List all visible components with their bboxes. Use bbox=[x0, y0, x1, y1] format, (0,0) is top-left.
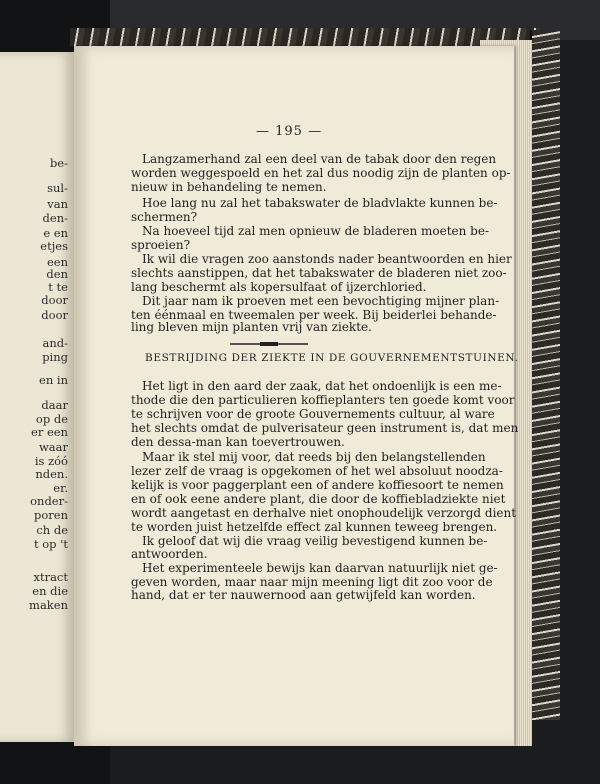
left-page-fragment: ch de bbox=[36, 523, 68, 537]
left-page-fragment: e en bbox=[43, 226, 68, 240]
text-line: lang beschermt als kopersulfaat of ijzerchloried. bbox=[131, 280, 427, 294]
text-line: te schrijven voor de groote Gouvernements cultuur, al ware bbox=[131, 407, 495, 421]
left-page bbox=[0, 52, 74, 742]
left-page-fragment: en die bbox=[32, 584, 68, 598]
text-line: thode die den particulieren koffieplanters ten goede komt voor bbox=[131, 393, 515, 407]
text-line: en of ook eene andere plant, die door de koffiebladziekte niet bbox=[131, 492, 506, 506]
page-number: — 195 — bbox=[256, 124, 323, 139]
text-line: Ik geloof dat wij die vraag veilig bevestigend kunnen be- bbox=[142, 534, 488, 548]
left-page-fragment: door bbox=[41, 308, 68, 322]
left-page-fragment: is zóó bbox=[34, 454, 68, 468]
left-page-fragment: etjes bbox=[40, 239, 68, 253]
left-page-fragment: sul- bbox=[47, 181, 68, 195]
left-page-fragment: waar bbox=[38, 440, 68, 454]
text-line: lezer zelf de vraag is opgekomen of het wel absoluut noodza- bbox=[131, 464, 503, 478]
text-line: te worden juist hetzelfde effect zal kunnen teweeg brengen. bbox=[131, 520, 498, 534]
left-page-fragment: nden. bbox=[35, 467, 68, 481]
left-page-fragment: een bbox=[46, 255, 68, 269]
text-line: antwoorden. bbox=[131, 547, 208, 561]
text-line: hand, dat er ter nauwernood aan getwijfeld kan worden. bbox=[131, 588, 476, 602]
text-line: Maar ik stel mij voor, dat reeds bij den belangstellenden bbox=[142, 450, 486, 464]
text-line: slechts aanstippen, dat het tabakswater de bladeren niet zoo- bbox=[131, 266, 507, 280]
left-page-fragment: xtract bbox=[33, 570, 68, 584]
marbled-cover-top bbox=[70, 28, 540, 46]
text-line: den dessa-man kan toevertrouwen. bbox=[131, 435, 345, 449]
text-line: schermen? bbox=[131, 210, 198, 224]
left-page-fragment: t op 't bbox=[33, 537, 68, 551]
text-line: Dit jaar nam ik proeven met een bevochtiging mijner plan- bbox=[142, 294, 500, 308]
left-page-fragment: den bbox=[46, 267, 68, 281]
left-page-fragment: daar bbox=[41, 398, 68, 412]
text-line: Langzamerhand zal een deel van de tabak door den regen bbox=[142, 152, 497, 166]
left-page-fragment: t te bbox=[48, 280, 68, 294]
left-page-fragment: and- bbox=[42, 336, 68, 350]
left-page-fragment: poren bbox=[34, 508, 68, 522]
left-page-fragment: er. bbox=[53, 481, 68, 495]
left-page-fragment: maken bbox=[29, 598, 68, 612]
text-line: Het ligt in den aard der zaak, dat het ondoenlijk is een me- bbox=[142, 379, 502, 393]
text-line: geven worden, maar naar mijn meening ligt dit zoo voor de bbox=[131, 575, 493, 589]
left-page-fragment: van bbox=[47, 197, 68, 211]
left-page-fragment: er een bbox=[31, 425, 68, 439]
text-line: Ik wil die vragen zoo aanstonds nader beantwoorden en hier bbox=[142, 252, 512, 266]
text-line: Het experimenteele bewijs kan daarvan natuurlijk niet ge- bbox=[142, 561, 498, 575]
marbled-cover-edge bbox=[530, 30, 560, 720]
left-page-fragment: onder- bbox=[30, 494, 68, 508]
text-line: worden weggespoeld en het zal dus noodig zijn de planten op- bbox=[131, 166, 511, 180]
text-line: wordt aangetast en derhalve niet onophoudelijk verzorgd dient bbox=[131, 506, 517, 520]
text-line: het slechts omdat de pulverisateur geen instrument is, dat men bbox=[131, 421, 519, 435]
left-page-fragment: ping bbox=[42, 350, 68, 364]
text-line: sproeien? bbox=[131, 238, 191, 252]
text-line: Hoe lang nu zal het tabakswater de bladvlakte kunnen be- bbox=[142, 196, 498, 210]
left-page-fragment: en in bbox=[39, 373, 68, 387]
text-line: kelijk is voor paggerplant een of andere koffiesoort te nemen bbox=[131, 478, 504, 492]
text-line: Na hoeveel tijd zal men opnieuw de bladeren moeten be- bbox=[142, 224, 490, 238]
section-heading: BESTRIJDING DER ZIEKTE IN DE GOUVERNEMENTSTUINEN. bbox=[145, 352, 519, 364]
text-line: nieuw in behandeling te nemen. bbox=[131, 180, 327, 194]
text-line: ling bleven mijn planten vrij van ziekte. bbox=[131, 320, 372, 334]
left-page-fragment: den- bbox=[42, 211, 68, 225]
text-line: ten éénmaal en tweemalen per week. Bij beiderlei behande- bbox=[131, 308, 497, 322]
left-page-fragment: be- bbox=[49, 156, 68, 170]
left-page-fragment: door bbox=[41, 293, 68, 307]
ornamental-divider bbox=[230, 343, 308, 345]
left-page-fragment: op de bbox=[35, 412, 68, 426]
